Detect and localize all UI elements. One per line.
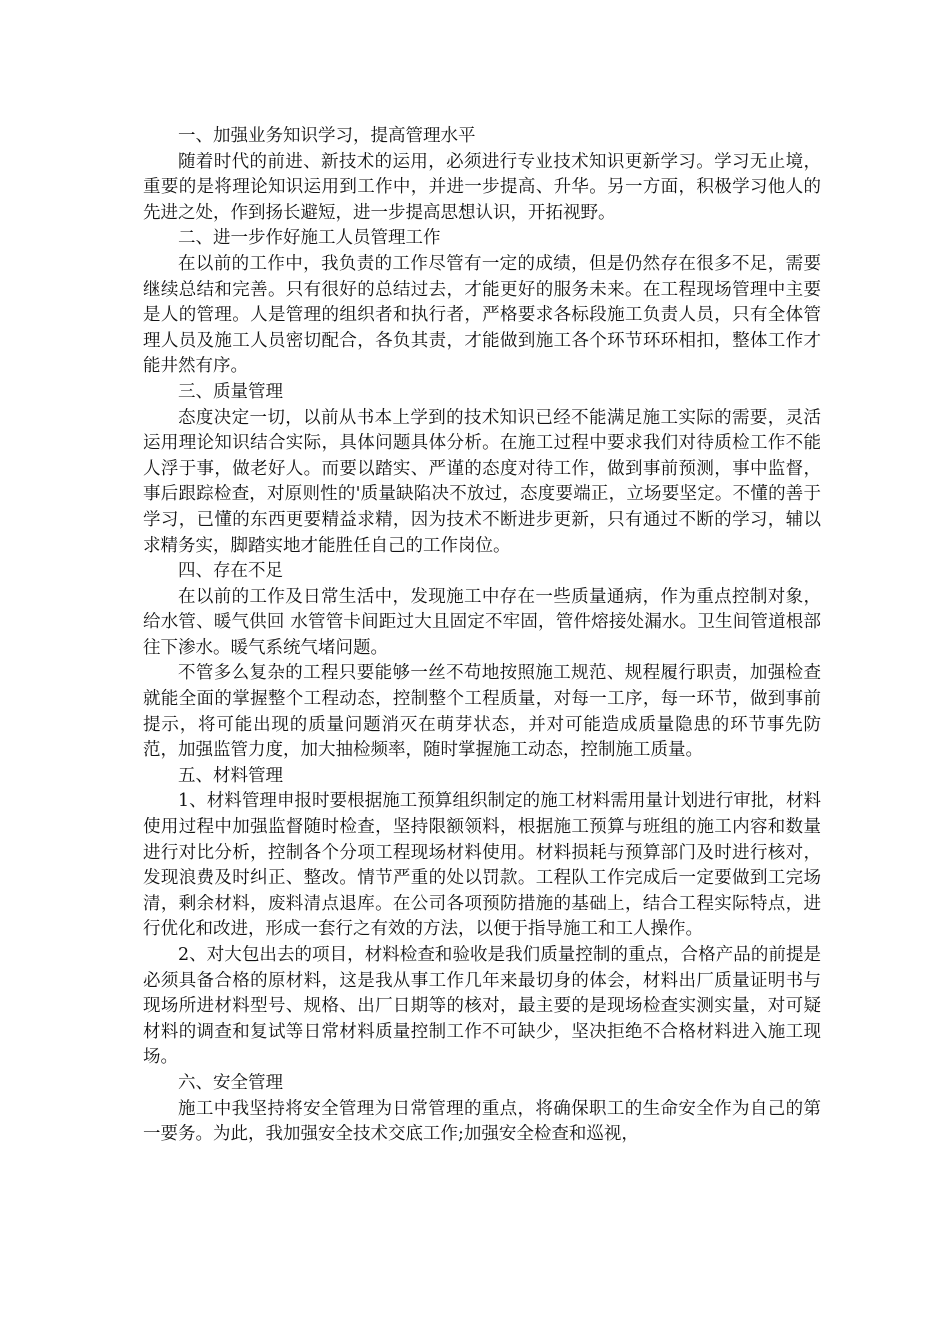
section-heading: 四、存在不足 [178,561,283,582]
section-heading: 六、安全管理 [178,1072,283,1093]
paragraph: 随着时代的前进、新技术的运用，必须进行专业技术知识更新学习。学习无止境，重要的是将理论知识运用到工作中，并进一步提高、升华。另一方面，积极学习他人的先进之处，作到扬长避短，进一步提高思想认识，开拓视野。 [143,151,821,223]
section-heading: 二、进一步作好施工人员管理工作 [178,228,441,249]
paragraph: 态度决定一切，以前从书本上学到的技术知识已经不能满足施工实际的需要，灵活运用理论知识结合实际，具体问题具体分析。在施工过程中要求我们对待质检工作不能人浮于事，做老好人。而要以踏实、严谨的态度对待工作，做到事前预测，事中监督，事后跟踪检查，对原则性的'质量缺陷决不放过，态度要端正，立场要坚定。不懂的善于学习，已懂的东西更要精益求精，因为技术不断进步更新，只有通过不断的学习，辅以求精务实，脚踏实地才能胜任自己的工作岗位。 [143,407,821,556]
section-heading: 五、材料管理 [178,765,283,786]
paragraph: 在以前的工作及日常生活中，发现施工中存在一些质量通病，作为重点控制对象，给水管、暖气供回 水管管卡间距过大且固定不牢固，管件熔接处漏水。卫生间管道根部往下渗水。暖气系统气堵问题。 [143,586,821,658]
paragraph: 施工中我坚持将安全管理为日常管理的重点，将确保职工的生命安全作为自己的第一要务。为此，我加强安全技术交底工作;加强安全检查和巡视， [143,1098,821,1145]
paragraph: 不管多么复杂的工程只要能够一丝不苟地按照施工规范、规程履行职责，加强检查就能全面的掌握整个工程动态，控制整个工程质量，对每一工序，每一环节，做到事前提示，将可能出现的质量问题消灭在萌芽状态，并对可能造成质量隐患的环节事先防范，加强监管力度，加大抽检频率，随时掌握施工动态，控制施工质量。 [143,663,821,761]
paragraph: 在以前的工作中，我负责的工作尽管有一定的成绩，但是仍然存在很多不足，需要继续总结和完善。只有很好的总结过去，才能更好的服务未来。在工程现场管理中主要是人的管理。人是管理的组织者和执行者，严格要求各标段施工负责人员，只有全体管理人员及施工人员密切配合，各负其责，才能做到施工各个环节环环相扣，整体工作才能井然有序。 [143,253,821,377]
paragraph: 1、材料管理申报时要根据施工预算组织制定的施工材料需用量计划进行审批，材料使用过程中加强监督随时检查，坚持限额领料，根据施工预算与班组的施工内容和数量进行对比分析，控制各个分项工程现场材料使用。材料损耗与预算部门及时进行核对，发现浪费及时纠正、整改。情节严重的处以罚款。工程队工作完成后一定要做到工完场清，剩余材料，废料清点退库。在公司各项预防措施的基础上，结合工程实际特点，进行优化和改进，形成一套行之有效的方法，以便于指导施工和工人操作。 [143,791,821,940]
document-page [143,124,821,1148]
section-heading: 三、质量管理 [178,381,283,402]
paragraph: 2、对大包出去的项目，材料检查和验收是我们质量控制的重点，合格产品的前提是必须具备合格的原材料，这是我从事工作几年来最切身的体会，材料出厂质量证明书与现场所进材料型号、规格、出厂日期等的核对，最主要的是现场检查实测实量，对可疑材料的调查和复试等日常材料质量控制工作不可缺少，坚决拒绝不合格材料进入施工现场。 [143,945,821,1068]
section-heading: 一、加强业务知识学习，提高管理水平 [178,126,476,146]
